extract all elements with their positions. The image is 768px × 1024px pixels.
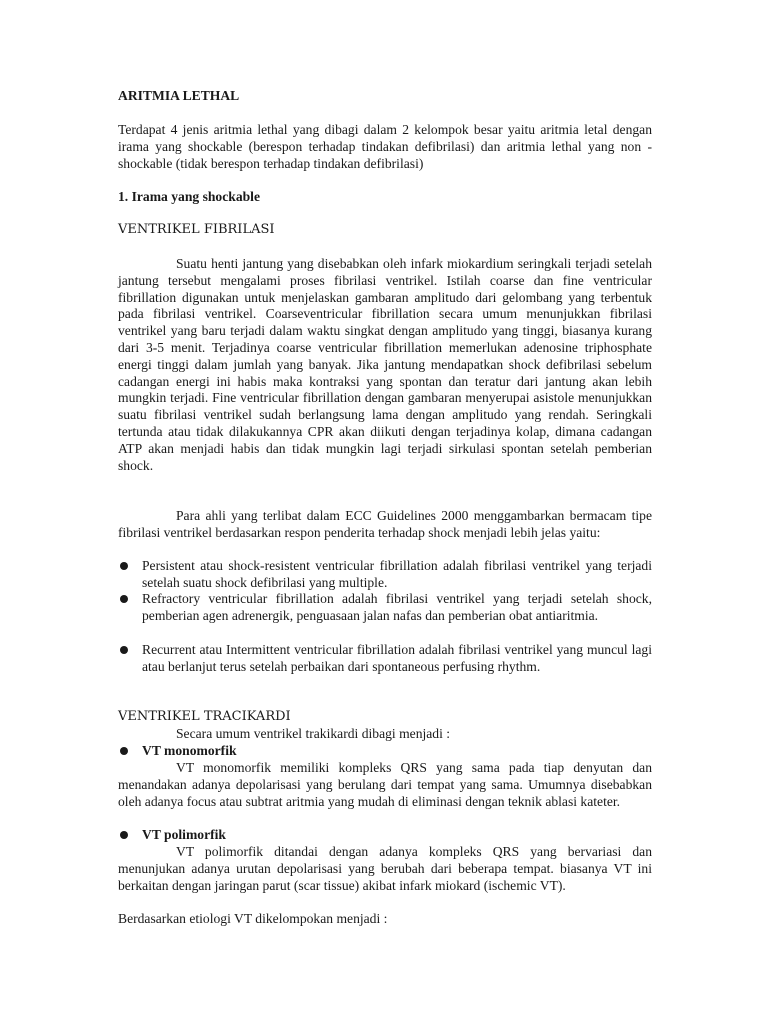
bullet-icon: [120, 831, 128, 839]
vf-heading: VENTRIKEL FIBRILASI: [118, 222, 275, 237]
vf-bullet-item: [142, 591, 652, 625]
document-page: [118, 0, 652, 1024]
vf-bullet-item: [142, 558, 652, 592]
vf-bullet-text: Persistent atau shock-resistent ventricular fibrillation adalah fibrilasi ventrikel yang terjadi setelah suatu shock defibrilasi yang multiple.: [142, 558, 652, 590]
vt-poly-paragraph: VT polimorfik ditandai dengan adanya kompleks QRS yang bervariasi dan menunjukan adanya urutan depolarisasi yang berubah dari beberapa tempat. biasanya VT ini berkaitan dengan jaringan parut (scar tissue) akibat infark miokard (ischemic VT).: [118, 844, 652, 893]
bullet-icon: [120, 646, 128, 654]
document-title: ARITMIA LETHAL: [118, 88, 240, 103]
vt-etiology-line: Berdasarkan etiologi VT dikelompokan menjadi :: [118, 911, 388, 926]
vt-mono-paragraph: VT monomorfik memiliki kompleks QRS yang sama pada tiap denyutan dan menandakan adanya depolarisasi yang berulang dari tempat yang sama. Umumnya disebabkan oleh adanya focus atau subtrat aritmia yang mudah di eliminasi dengan teknik ablasi kateter.: [118, 760, 652, 809]
vf-paragraph-2: Para ahli yang terlibat dalam ECC Guidelines 2000 menggambarkan bermacam tipe fibrilasi ventrikel berdasarkan respon penderita terhadap shock menjadi lebih jelas yaitu:: [118, 508, 652, 540]
vt-type-item: [142, 743, 652, 760]
vf-paragraph-1: Suatu henti jantung yang disebabkan oleh infark miokardium seringkali terjadi setelah jantung tersebut mengalami proses fibrilasi ventrikel. Istilah coarse dan fine ventricular fibrillation digunakan untuk menjelaskan gambaran amplitudo dari gelombang yang terbentuk pada fibrilasi ventrikel. Coarseventricular fibrillation secara umum menunjukkan fibrilasi ventrikel yang baru terjadi dalam waktu singkat dengan amplitudo yang tinggi, biasanya kurang dari 3-5 menit. Terjadinya coarse ventricular fibrillation memerlukan adenosine triphosphate energi tinggi dalam jumlah yang banyak. Jika jantung mendapatkan shock defibrilasi sebelum cadangan energi ini habis maka kontraksi yang spontan dan teratur dari jantung akan lebih mungkin terjadi. Fine ventricular fibrillation dengan gambaran menyerupai asistole menunjukkan suatu fibrilasi ventrikel sudah berlangsung lama dengan amplitudo yang rendah. Seringkali tertunda atau tidak dilakukannya CPR akan diikuti dengan terjadinya kolap, dimana cadangan ATP akan menjadi habis dan tidak mungkin lagi terjadi sirkulasi spontan setelah pemberian shock.: [118, 256, 652, 473]
bullet-icon: [120, 595, 128, 603]
vf-bullet-item: [142, 642, 652, 676]
vt-poly-title: VT polimorfik: [142, 827, 226, 842]
bullet-icon: [120, 562, 128, 570]
intro-paragraph: Terdapat 4 jenis aritmia lethal yang dibagi dalam 2 kelompok besar yaitu aritmia letal dengan irama yang shockable (berespon terhadap tindakan defibrilasi) dan aritmia lethal yang non - shockable (tidak berespon terhadap tindakan defibrilasi): [118, 122, 652, 171]
section-heading-shockable: 1. Irama yang shockable: [118, 189, 260, 204]
vf-bullet-text: Recurrent atau Intermittent ventricular fibrillation adalah fibrilasi ventrikel yang muncul lagi atau berlanjut terus setelah perbaikan dari spontaneous perfusing rhythm.: [142, 642, 652, 674]
vt-mono-title: VT monomorfik: [142, 743, 237, 758]
bullet-icon: [120, 747, 128, 755]
vt-intro: Secara umum ventrikel trakikardi dibagi menjadi :: [176, 726, 451, 741]
vf-bullet-text: Refractory ventricular fibrillation adalah fibrilasi ventrikel yang terjadi setelah shock, pemberian agen adrenergik, penguasaan jalan nafas dan pemberian obat antiaritmia.: [142, 591, 652, 623]
vt-type-item: [142, 827, 652, 844]
vt-heading: VENTRIKEL TRACIKARDI: [118, 709, 291, 724]
